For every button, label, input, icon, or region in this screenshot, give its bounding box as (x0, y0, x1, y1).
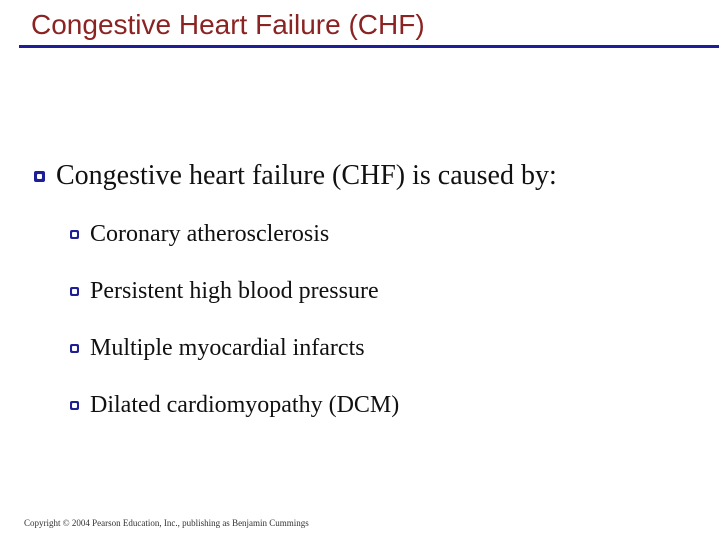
sub-bullet (70, 276, 379, 306)
sub-bullet-text: Multiple myocardial infarcts (90, 335, 365, 361)
square-bullet-icon (70, 401, 79, 410)
square-bullet-icon (70, 230, 79, 239)
square-bullet-icon (70, 287, 79, 296)
main-bullet-text: Congestive heart failure (CHF) is caused by: (56, 160, 557, 191)
sub-bullet (70, 390, 399, 420)
copyright-footer: Copyright © 2004 Pearson Education, Inc., publishing as Benjamin Cummings (24, 518, 309, 528)
sub-bullet-text: Persistent high blood pressure (90, 278, 379, 304)
square-bullet-icon (70, 344, 79, 353)
square-bullet-icon (34, 171, 45, 182)
sub-bullet (70, 333, 365, 363)
slide-title: Congestive Heart Failure (CHF) (31, 9, 425, 40)
sub-bullet-text: Coronary atherosclerosis (90, 221, 330, 247)
title-divider (19, 45, 719, 48)
main-bullet (34, 158, 557, 194)
sub-bullet (70, 219, 329, 249)
sub-bullet-text: Dilated cardiomyopathy (DCM) (90, 392, 400, 418)
